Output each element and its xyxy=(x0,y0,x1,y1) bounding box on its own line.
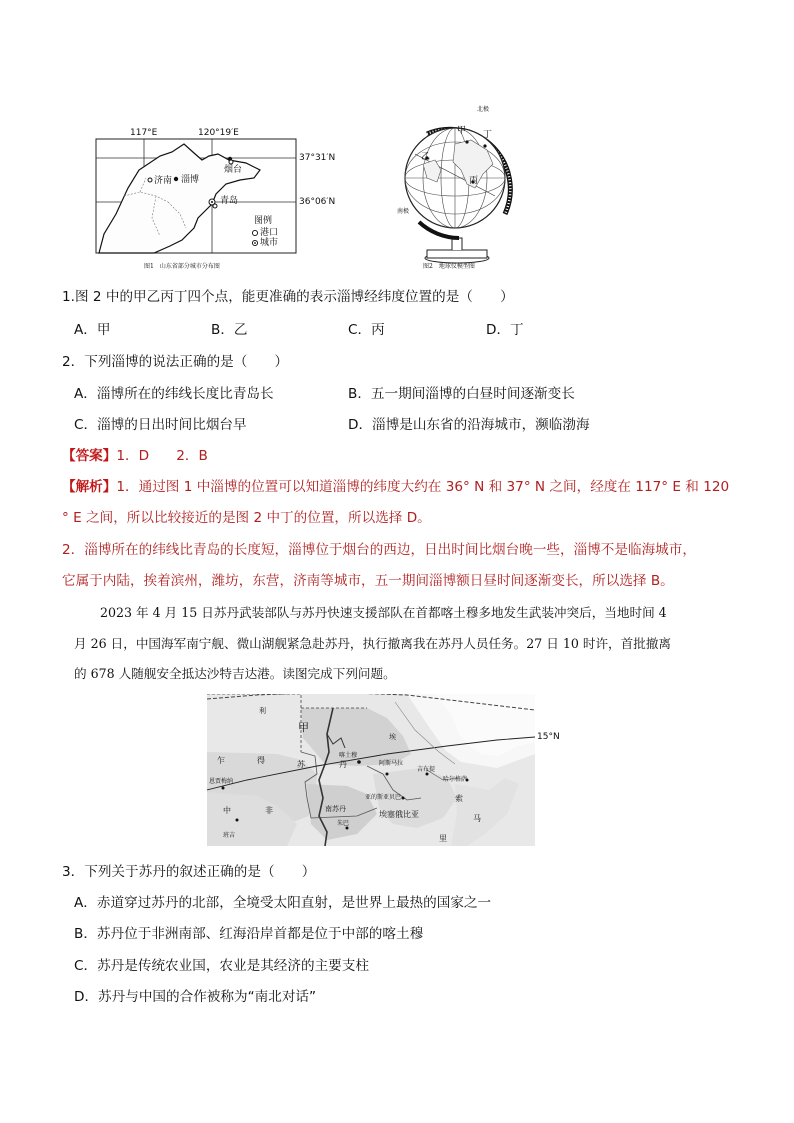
globe-tick-left: 南极 xyxy=(397,208,410,215)
answer-text: 1．D 2．B xyxy=(116,448,208,464)
q1-option-d[interactable]: D．丁 xyxy=(486,322,524,338)
city-zibo: 淄博 xyxy=(181,175,200,185)
map-label-central-zhong: 中 xyxy=(223,806,231,815)
globe-point-bing: 丙 xyxy=(469,176,479,186)
map-label-chad-de: 得 xyxy=(257,756,265,765)
map-label-addis: 亚的斯亚贝巴 xyxy=(365,794,402,801)
analysis-line-2: ° E 之间，所以比较接近的是图 2 中丁的位置，所以选择 D。 xyxy=(62,510,431,526)
map-label-bangui: 班吉 xyxy=(223,832,236,839)
map-label-juba: 朱巴 xyxy=(337,820,350,827)
map-label-ethiopia: 埃塞俄比亚 xyxy=(379,810,419,819)
map-label-jia: 甲 xyxy=(298,721,309,734)
map-label-sudan-su: 苏 xyxy=(297,760,305,769)
map-label-15N: 15°N xyxy=(537,732,560,742)
legend-city: 城市 xyxy=(260,238,279,248)
q2-option-a[interactable]: A．淄博所在的纬线长度比青岛长 xyxy=(74,386,274,402)
label-120-19E: 120°19′E xyxy=(198,128,239,138)
map-label-somalia-ma: 马 xyxy=(473,814,481,823)
globe-point-jia: 甲 xyxy=(457,126,467,136)
map-label-egypt: 埃 xyxy=(389,733,396,741)
globe-tick-top: 北极 xyxy=(477,106,490,113)
q3-option-a[interactable]: A．赤道穿过苏丹的北部，全境受太阳直射，是世界上最热的国家之一 xyxy=(74,895,492,911)
q3-option-b[interactable]: B．苏丹位于非洲南部、红海沿岸首都是位于中部的喀土穆 xyxy=(74,926,424,942)
sudan-region-map xyxy=(207,694,535,846)
analysis-line-4: 它属于内陆，挨着滨州，潍坊，东营，济南等城市，五一期间淄博额日昼时间逐渐变长，所以选择 B。 xyxy=(62,573,674,589)
answer-line xyxy=(62,447,208,465)
analysis-line-1: 【解析】1．通过图 1 中淄博的位置可以知道淄博的纬度大约在 36° N 和 37° N 之间，经度在 117° E 和 120 xyxy=(62,479,730,495)
map-label-somalia-suo: 索 xyxy=(455,794,463,803)
analysis-line-3: 2．淄博所在的纬线比青岛的长度短，淄博位于烟台的西边，日出时间比烟台晚一些，淄博不是临海城市， xyxy=(62,542,696,558)
q2-option-b[interactable]: B．五一期间淄博的白昼时间逐渐变长 xyxy=(348,386,575,402)
q3-stem: 3．下列关于苏丹的叙述正确的是（ ） xyxy=(62,864,316,880)
legend-title: 图例 xyxy=(254,216,273,226)
figure-1-shandong-map xyxy=(94,128,299,260)
map-label-central-fei: 非 xyxy=(265,806,273,815)
globe-point-yi: 乙 xyxy=(421,152,431,162)
q2-stem: 2．下列淄博的说法正确的是（ ） xyxy=(62,354,289,370)
globe-point-ding: 丁 xyxy=(483,130,493,140)
label-117E: 117°E xyxy=(130,128,158,138)
q1-option-a[interactable]: A．甲 xyxy=(74,322,111,338)
q2-option-c[interactable]: C．淄博的日出时间比烟台早 xyxy=(74,417,247,433)
map-label-chad-cha: 乍 xyxy=(217,756,225,765)
figure-2-caption: 图2 地球仪模型图 xyxy=(423,263,475,270)
figure-2-globe xyxy=(397,104,519,264)
map-label-khartoum: 喀土穆 xyxy=(339,752,358,759)
figure-1-caption: 图1 山东省部分城市分布图 xyxy=(144,263,220,270)
label-37-31N: 37°31′N xyxy=(299,153,336,163)
q2-option-d[interactable]: D．淄博是山东省的沿海城市，濒临渤海 xyxy=(348,417,590,433)
map-label-djibouti: 吉布提 xyxy=(417,766,436,773)
legend-port: 港口 xyxy=(260,228,279,238)
q3-option-c[interactable]: C．苏丹是传统农业国，农业是其经济的主要支柱 xyxy=(74,958,369,974)
q1-option-c[interactable]: C．丙 xyxy=(348,322,385,338)
passage-line-2: 月 26 日，中国海军南宁舰、微山湖舰紧急赴苏丹，执行撤离我在苏丹人员任务。27 日 10 时许，首批撤离 xyxy=(74,636,672,651)
analysis-tag: 【解析】 xyxy=(62,479,117,495)
map-label-sudan-dan: 丹 xyxy=(339,760,347,769)
answer-tag: 【答案】 xyxy=(62,448,117,464)
q1-option-b[interactable]: B．乙 xyxy=(211,322,248,338)
map-label-somalia-li: 里 xyxy=(439,834,447,843)
passage-line-1: 2023 年 4 月 15 日苏丹武装部队与苏丹快速支援部队在首都喀土穆多地发生武装冲突后，当地时间 4 xyxy=(100,605,667,620)
city-jinan: 济南 xyxy=(154,176,173,186)
map-label-ndjamena: 恩贾梅纳 xyxy=(209,778,234,785)
city-qingdao: 青岛 xyxy=(220,196,239,206)
map-label-eritrea: 阿斯马拉 xyxy=(379,760,404,767)
label-36-06N: 36°06′N xyxy=(299,197,336,207)
city-yantai: 烟台 xyxy=(224,165,243,175)
passage-line-3: 的 678 人随舰安全抵达沙特吉达港。读图完成下列问题。 xyxy=(74,666,396,681)
map-label-libya: 利 xyxy=(259,707,266,715)
q1-stem: 1.图 2 中的甲乙丙丁四个点，能更准确的表示淄博经纬度位置的是（ ） xyxy=(62,289,514,305)
map-label-hargeisa: 哈尔格萨 xyxy=(443,776,468,783)
map-label-south-sudan: 南苏丹 xyxy=(325,805,346,813)
sudan-map-graphic xyxy=(207,694,535,846)
q3-option-d[interactable]: D．苏丹与中国的合作被称为“南北对话” xyxy=(74,989,317,1005)
